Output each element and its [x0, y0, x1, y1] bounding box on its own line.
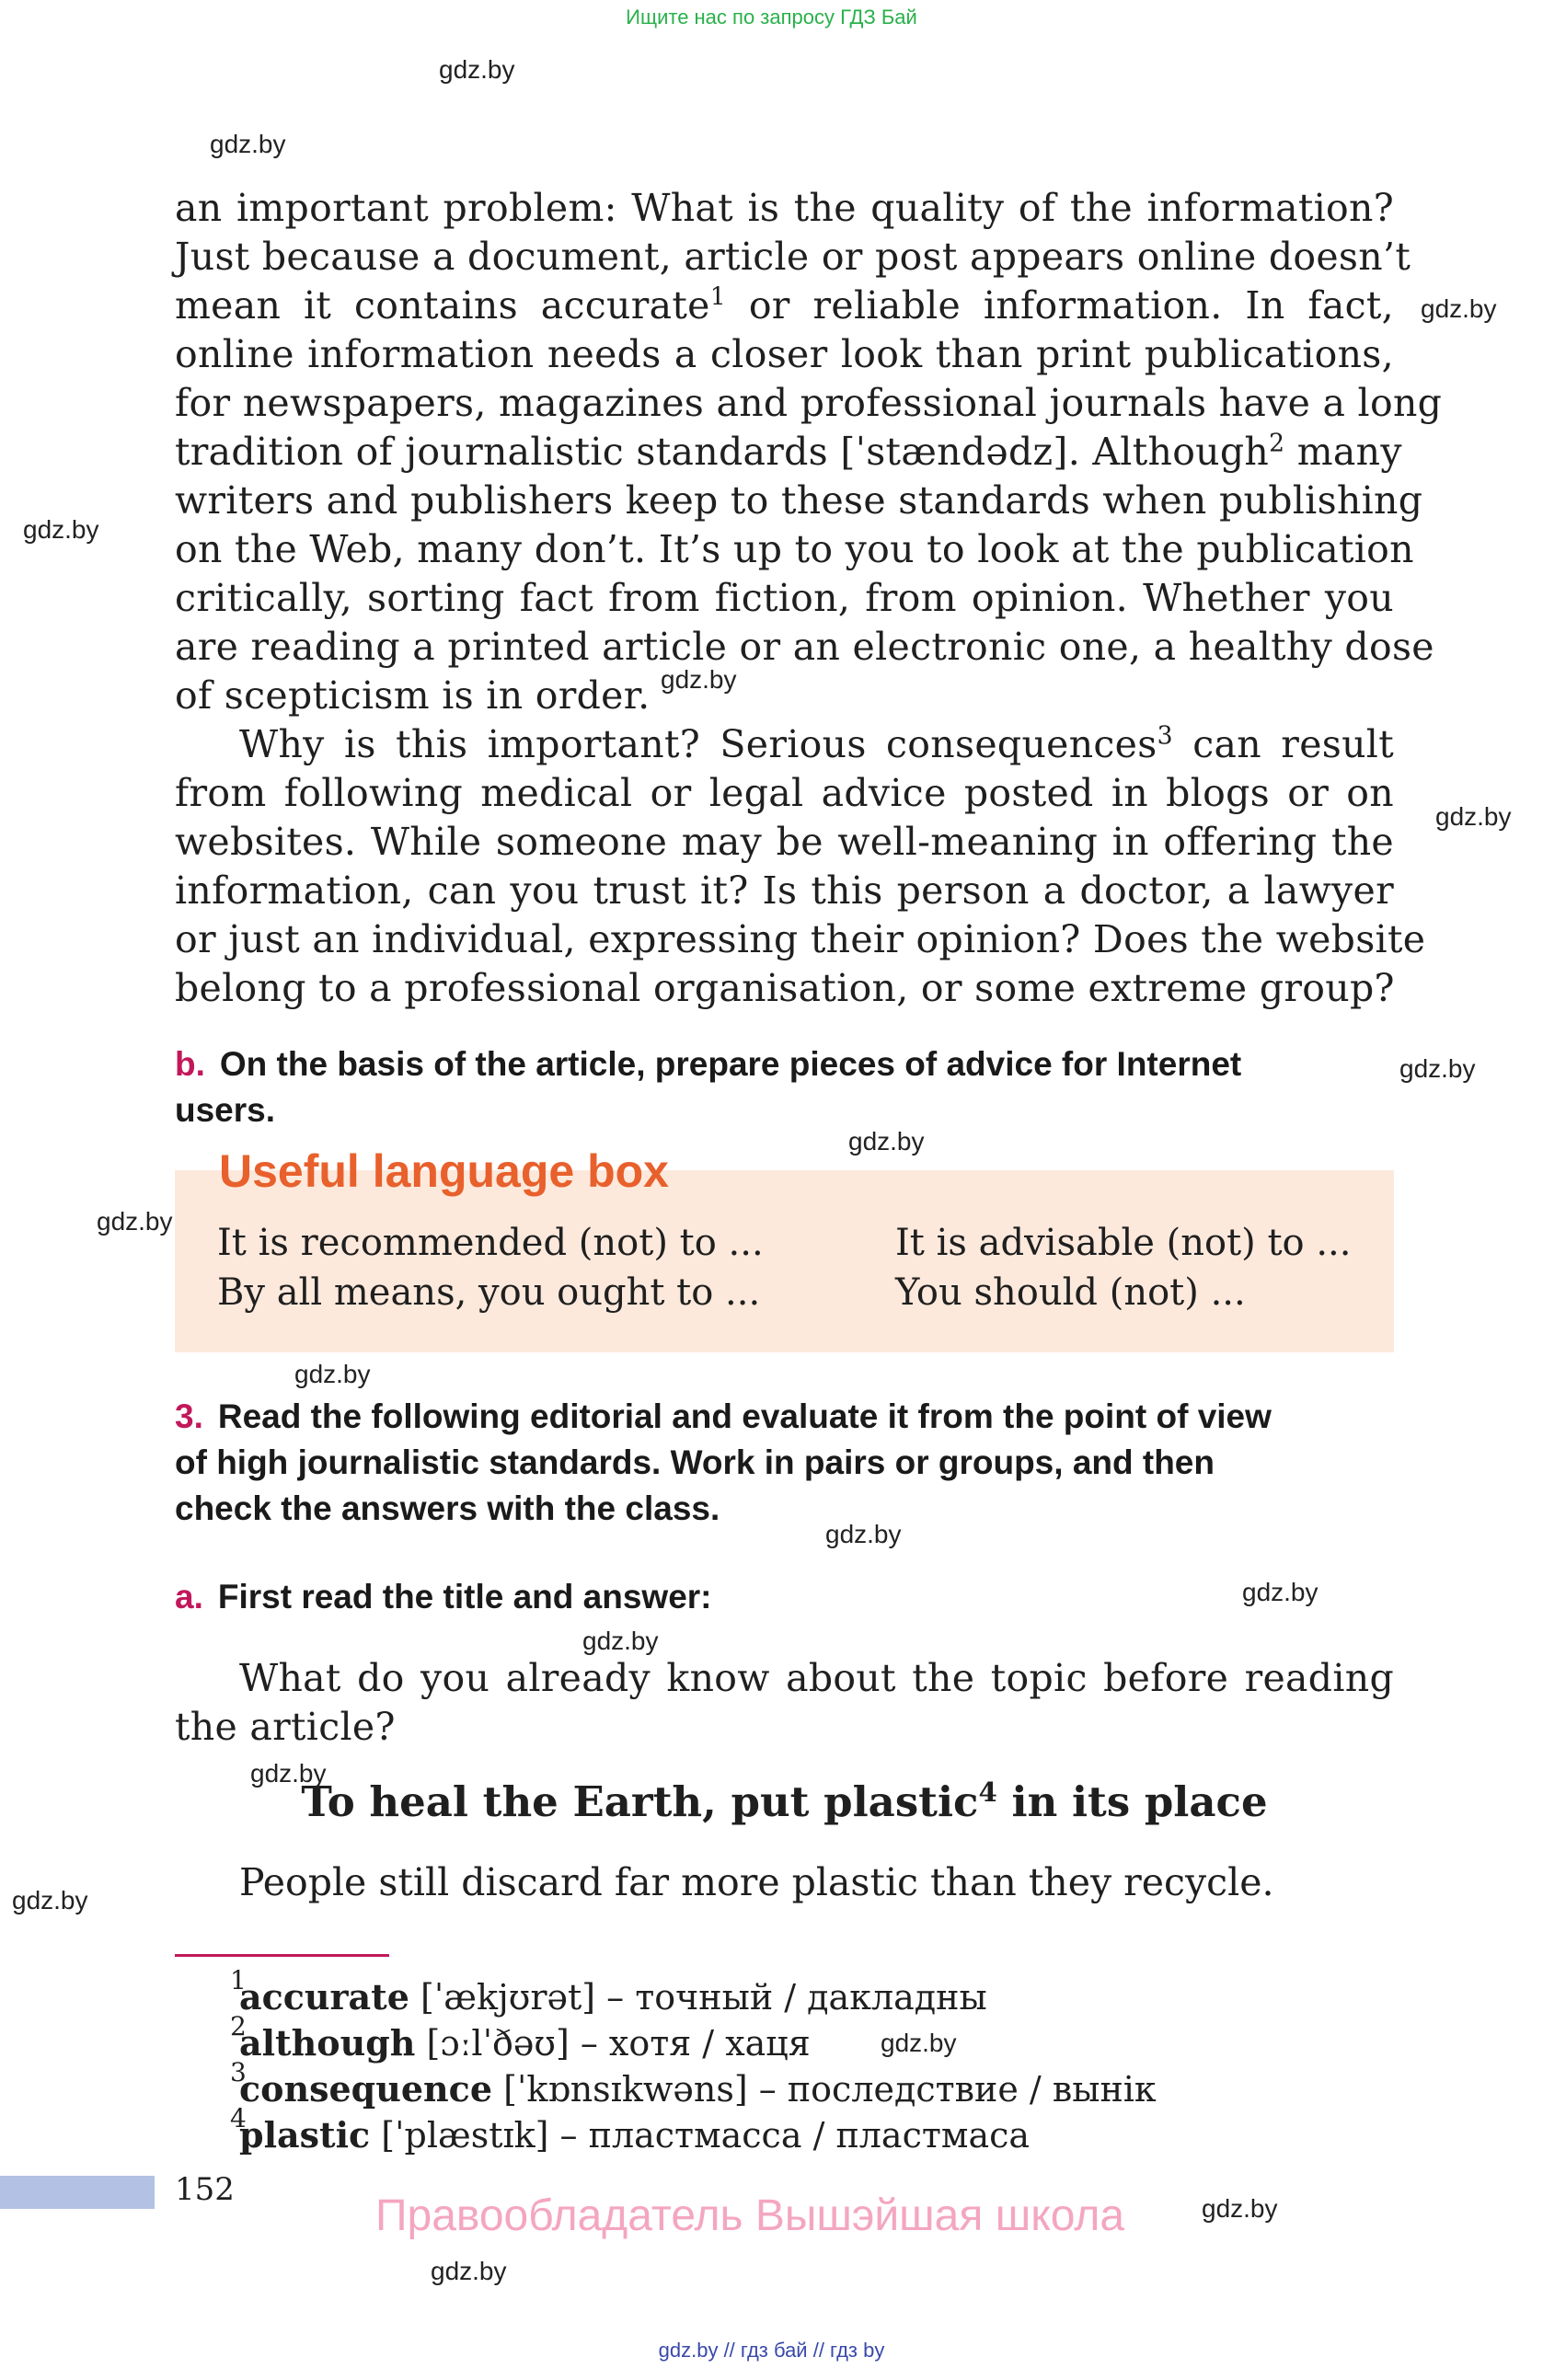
text-line: are reading a printed article or an electronic one, a healthy dose [175, 625, 1434, 669]
language-box-title: Useful language box [219, 1145, 669, 1197]
page-number: 152 [175, 2171, 235, 2208]
text-line: or just an individual, expressing their opinion? Does the website [175, 917, 1426, 961]
watermark: gdz.by [250, 1759, 327, 1788]
footnote-ref: 3 [1157, 721, 1173, 751]
text-line: from following medical or legal advice posted in blogs or on [175, 771, 1394, 815]
text-line: belong to a professional organisation, or some extreme group? [175, 966, 1395, 1010]
text-line: writers and publishers keep to these standards when publishing [175, 478, 1423, 523]
text-line: critically, sorting fact from fiction, from opinion. Whether you [175, 576, 1394, 620]
text-line: mean it contains accurate$^1$ or reliable information. In fact, [175, 282, 1394, 328]
text-line: information, can you trust it? Is this person a doctor, a lawyer [175, 868, 1394, 913]
watermark: gdz.by [881, 2029, 957, 2057]
watermark: gdz.by [210, 130, 286, 158]
footnote: 1 accurate [ˈækjʊrət] – точный / дакладны [230, 1965, 987, 2018]
article-paragraph-1 [175, 184, 1443, 720]
task-text: First read the title and answer: [217, 1578, 712, 1615]
language-phrase: It is recommended (not) to ... [217, 1222, 764, 1264]
article-paragraph-2 [175, 720, 1426, 1013]
task-text: Read the following editorial and evaluate it from the point of view [217, 1397, 1272, 1435]
text-line: tradition of journalistic standards [ˈstændədz]. Although$^2$ many [175, 429, 1402, 474]
watermark: gdz.by [12, 1886, 88, 1914]
text-line: What do you already know about the topic before reading [239, 1656, 1394, 1700]
footnote: 4 plastic [ˈplæstɪk] – пластмасса / пластмаса [230, 2103, 1031, 2156]
watermark: gdz.by [1399, 1054, 1476, 1083]
task-text: users. [175, 1091, 276, 1129]
text-line: of scepticism is in order. [175, 673, 651, 718]
watermark: gdz.by [439, 55, 515, 84]
watermark: gdz.by [825, 1520, 902, 1548]
watermark: gdz.by [1242, 1578, 1318, 1606]
task-letter: b. [175, 1045, 205, 1083]
watermark: gdz.by [1202, 2194, 1278, 2223]
text-line: an important problem: What is the quality of the information? [175, 186, 1394, 230]
page-color-bar [0, 2176, 155, 2209]
task-a [175, 1574, 1394, 1620]
task-b [175, 1041, 1394, 1133]
bottom-links-banner: gdz.by // гдз бай // гдз by [658, 2339, 885, 2362]
watermark: gdz.by [431, 2257, 507, 2285]
text-line: the article? [175, 1705, 396, 1749]
watermark: gdz.by [848, 1127, 925, 1156]
task-text: On the basis of the article, prepare pieces of advice for Internet [219, 1045, 1242, 1083]
footnote-ref: 2 [1269, 429, 1285, 458]
top-search-banner: Ищите нас по запросу ГДЗ Бай [626, 6, 917, 29]
text-line: for newspapers, magazines and professional journals have a long [175, 381, 1443, 425]
watermark: gdz.by [582, 1627, 659, 1655]
text-line: Just because a document, article or post appears online doesn’t [175, 235, 1411, 279]
text-line: websites. While someone may be well-meaning in offering the [175, 820, 1394, 864]
watermark: gdz.by [661, 665, 737, 694]
footnote: 2 although [ɔːlˈðəʊ] – хотя / хаця [230, 2011, 811, 2064]
watermark: gdz.by [1435, 802, 1512, 831]
editorial-title: To heal the Earth, put plastic$^4$ in its place [301, 1776, 1268, 1826]
task-text: check the answers with the class. [175, 1489, 720, 1527]
watermark: gdz.by [294, 1360, 371, 1388]
text-line: Why is this important? Serious consequences$^3$ can result [239, 721, 1394, 766]
task-3 [175, 1394, 1394, 1532]
language-phrase: You should (not) ... [895, 1271, 1246, 1314]
language-phrase: By all means, you ought to ... [217, 1271, 761, 1314]
footnote-ref: 1 [709, 282, 726, 312]
task-text: of high journalistic standards. Work in pairs or groups, and then [175, 1443, 1215, 1481]
rights-holder-watermark: Правообладатель Вышэйшая школа [375, 2191, 1125, 2240]
footnote-divider [175, 1954, 389, 1957]
watermark: gdz.by [97, 1207, 173, 1236]
text-line: online information needs a closer look than print publications, [175, 332, 1394, 376]
pre-reading-question [175, 1654, 1394, 1752]
footnote: 3 consequence [ˈkɒnsɪkwəns] – последствие / вынік [230, 2057, 1157, 2110]
watermark: gdz.by [1421, 294, 1497, 323]
footnote-ref: 4 [978, 1776, 997, 1808]
task-letter: a. [175, 1578, 203, 1615]
editorial-first-line: People still discard far more plastic than they recycle. [239, 1860, 1274, 1904]
task-number: 3. [175, 1397, 203, 1435]
text-line: on the Web, many don’t. It’s up to you to look at the publication [175, 527, 1414, 571]
language-phrase: It is advisable (not) to ... [895, 1222, 1352, 1264]
watermark: gdz.by [23, 515, 99, 544]
